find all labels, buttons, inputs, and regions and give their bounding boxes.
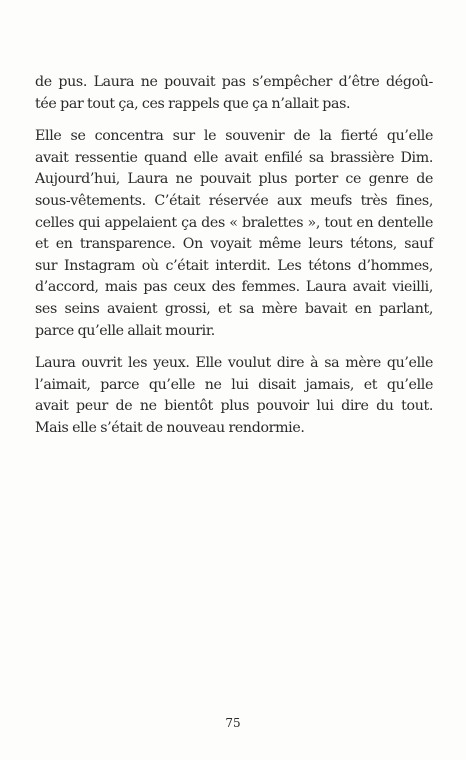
paragraph-3 (35, 353, 433, 439)
text-line: Mais elle s’était de nouveau rendormie. (35, 419, 305, 436)
text-line: Laura ouvrit les yeux. Elle voulut dire à sa mère qu’elle (35, 355, 433, 372)
text-line: ses seins avaient grossi, et sa mère bavait en parlant, (35, 300, 433, 317)
paragraph-1 (35, 72, 433, 115)
text-line: sous-vêtements. C’était réservée aux meufs très fines, (35, 192, 433, 209)
page-number: 75 (225, 716, 241, 730)
paragraph-2 (35, 126, 433, 342)
text-line: et en transparence. On voyait même leurs tétons, sauf (35, 236, 433, 253)
body-text (35, 72, 433, 451)
text-line: Elle se concentra sur le souvenir de la fierté qu’elle (35, 128, 433, 145)
text-line: d’accord, mais pas ceux des femmes. Laura avait vieilli, (35, 279, 433, 296)
text-line: sur Instagram où c’était interdit. Les tétons d’hommes, (35, 257, 433, 274)
text-line: de pus. Laura ne pouvait pas s’empêcher d’être dégoû- (35, 74, 433, 90)
text-line: celles qui appelaient ça des « bralettes », tout en dentelle (35, 214, 433, 231)
text-line: avait peur de ne bientôt plus pouvoir lui dire du tout. (35, 398, 433, 415)
text-line: tée par tout ça, ces rappels que ça n’allait pas. (35, 95, 351, 112)
text-line: parce qu’elle allait mourir. (35, 322, 215, 339)
text-line: avait ressentie quand elle avait enfilé sa brassière Dim. (35, 149, 433, 166)
text-line: Aujourd’hui, Laura ne pouvait plus porter ce genre de (35, 171, 433, 188)
text-line: l’aimait, parce qu’elle ne lui disait jamais, et qu’elle (35, 376, 433, 393)
